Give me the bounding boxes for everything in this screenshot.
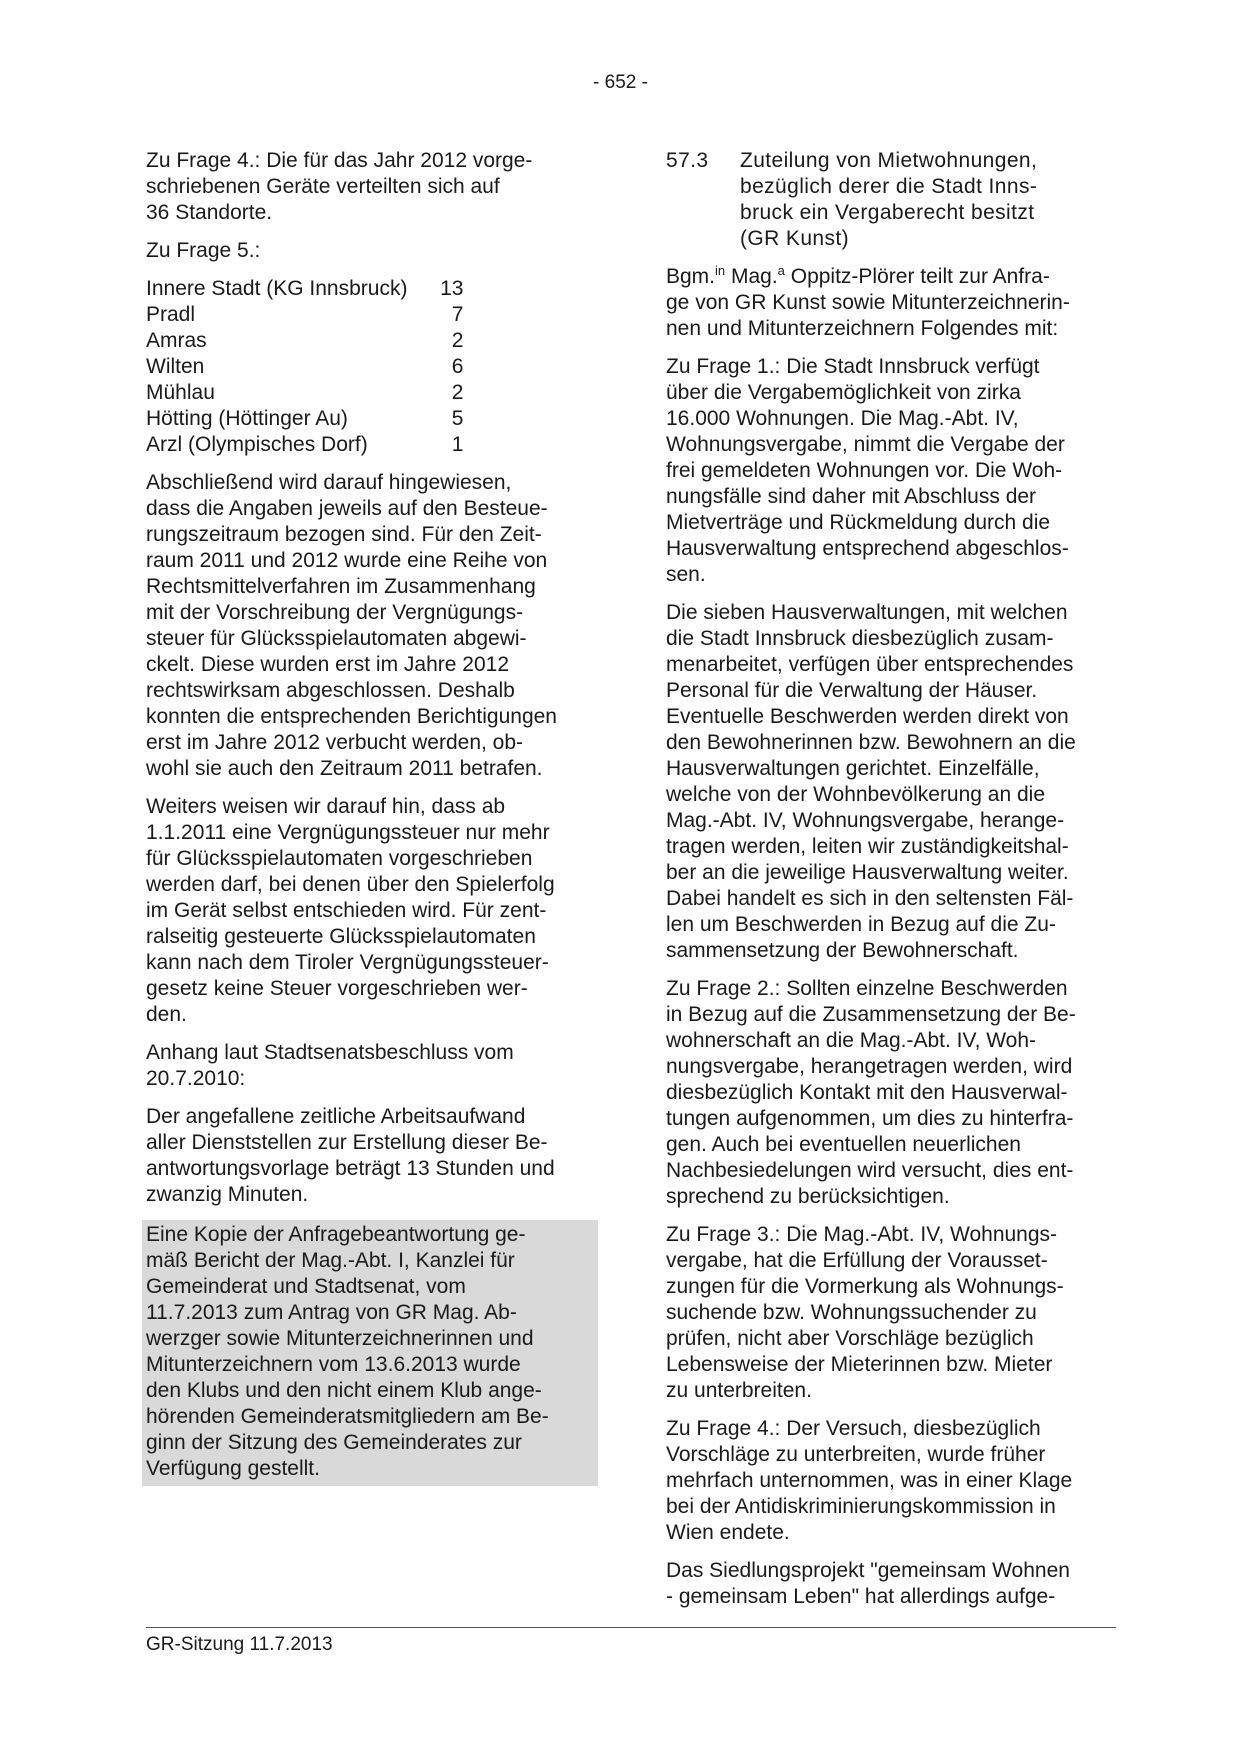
paragraph (146, 794, 598, 1028)
text-line: dass die Angaben jeweils auf den Besteue- (146, 497, 548, 520)
text-line: Rechtsmittelverfahren im Zusammenhang (146, 575, 536, 598)
paragraph (666, 1558, 1118, 1610)
text-line: Zu Frage 4.: Die für das Jahr 2012 vorge- (146, 149, 533, 172)
text-line: 11.7.2013 zum Antrag von GR Mag. Ab- (146, 1301, 517, 1324)
text-line: zwanzig Minuten. (146, 1183, 309, 1206)
text-line: Zu Frage 4.: Der Versuch, diesbezüglich (666, 1417, 1041, 1440)
area-count: 6 (451, 355, 464, 378)
text-line: Hausverwaltung entsprechend abgeschlos- (666, 537, 1069, 560)
text-line: Zuteilung von Mietwohnungen, (740, 149, 1038, 172)
text-line: erst im Jahre 2012 verbucht werden, ob- (146, 731, 524, 754)
text-line: menarbeitet, verfügen über entsprechendes (666, 653, 1074, 676)
text-line: ge von GR Kunst sowie Mitunterzeichnerin- (666, 291, 1070, 314)
text-line: len um Beschwerden in Bezug auf die Zu- (666, 913, 1056, 936)
intro-lines (666, 291, 1070, 340)
text-line: Hausverwaltungen gerichtet. Einzelfälle, (666, 757, 1040, 780)
left-column (146, 148, 598, 1498)
table-row (146, 406, 463, 432)
table-row (146, 380, 463, 406)
text-line: Personal für die Verwaltung der Häuser. (666, 679, 1038, 702)
text-line: welche von der Wohnbevölkerung an die (666, 783, 1046, 806)
table-row (146, 328, 463, 354)
text-line: nungsvergabe, herangetragen werden, wird (666, 1055, 1073, 1078)
area-count: 1 (451, 433, 464, 456)
text-line: Zu Frage 2.: Sollten einzelne Beschwerden (666, 977, 1068, 1000)
text-line: 1.1.2011 eine Vergnügungssteuer nur mehr (146, 821, 550, 844)
text-line: die Stadt Innsbruck diesbezüglich zusam- (666, 627, 1054, 650)
text-line: gesetz keine Steuer vorgeschrieben wer- (146, 977, 528, 1000)
text-line: Wohnungsvergabe, nimmt die Vergabe der (666, 433, 1065, 456)
text-line: Nachbesiedelungen wird versucht, dies ent- (666, 1159, 1074, 1182)
area-count: 2 (451, 381, 464, 404)
text-line: Verfügung gestellt. (146, 1457, 320, 1480)
text-line: für Glücksspielautomaten vorgeschrieben (146, 847, 533, 870)
text-line: raum 2011 und 2012 wurde eine Reihe von (146, 549, 548, 572)
text-line: sprechend zu berücksichtigen. (666, 1185, 950, 1208)
paragraph (666, 1416, 1118, 1546)
text-line: Gemeinderat und Stadtsenat, vom (146, 1275, 466, 1298)
text-line: Zu Frage 3.: Die Mag.-Abt. IV, Wohnungs- (666, 1223, 1058, 1246)
text-line: den Klubs und den nicht einem Klub ange- (146, 1379, 542, 1402)
table-row (146, 276, 463, 302)
right-column (666, 148, 1118, 1622)
text-line: Die sieben Hausverwaltungen, mit welchen (666, 601, 1068, 624)
text-line: bei der Antidiskriminierungskommission in (666, 1495, 1056, 1518)
text-line: im Gerät selbst entschieden wird. Für zent- (146, 899, 547, 922)
intro-rest: Oppitz-Plörer teilt zur Anfra- (784, 265, 1050, 288)
paragraph (146, 1104, 598, 1208)
text-line: bezüglich derer die Stadt Inns- (740, 175, 1038, 198)
text-line: kann nach dem Tiroler Vergnügungssteuer- (146, 951, 549, 974)
text-line: schriebenen Geräte verteilten sich auf (146, 175, 500, 198)
text-line: nen und Mitunterzeichnern Folgendes mit: (666, 317, 1059, 340)
text-line: 36 Standorte. (146, 201, 273, 224)
text-line: zu unterbreiten. (666, 1379, 812, 1402)
text-line: wohnerschaft an die Mag.-Abt. IV, Woh- (666, 1029, 1037, 1052)
text-line: Eventuelle Beschwerden werden direkt von (666, 705, 1069, 728)
paragraph (666, 976, 1118, 1210)
text-line: nungsfälle sind daher mit Abschluss der (666, 485, 1037, 508)
area-count: 13 (440, 277, 464, 300)
text-line: über die Vergabemöglichkeit von zirka (666, 381, 1021, 404)
footer-divider (146, 1627, 1116, 1628)
text-line: Dabei handelt es sich in den seltensten Fäl- (666, 887, 1074, 910)
paragraph (666, 600, 1118, 964)
text-line: rungszeitraum bezogen sind. Für den Zeit- (146, 523, 542, 546)
intro-paragraph (666, 264, 1118, 342)
text-line: - gemeinsam Leben" hat allerdings aufge- (666, 1585, 1056, 1608)
text-line: Mitunterzeichnern vom 13.6.2013 wurde (146, 1353, 521, 1376)
text-line: aller Dienststellen zur Erstellung dieser Be- (146, 1131, 548, 1154)
text-line: ber an die jeweilige Hausverwaltung weiter. (666, 861, 1069, 884)
section-heading (666, 148, 1118, 252)
text-line: werzger sowie Mitunterzeichnerinnen und (146, 1327, 534, 1350)
text-line: in Bezug auf die Zusammensetzung der Be- (666, 1003, 1076, 1026)
text-line: antwortungsvorlage beträgt 13 Stunden und (146, 1157, 555, 1180)
paragraph (666, 1222, 1118, 1404)
paragraph: Zu Frage 5.: (146, 239, 261, 262)
text-line: Mietverträge und Rückmeldung durch die (666, 511, 1051, 534)
text-line: Anhang laut Stadtsenatsbeschluss vom (146, 1041, 514, 1064)
text-line: den Bewohnerinnen bzw. Bewohnern an die (666, 731, 1076, 754)
paragraph (146, 470, 598, 782)
section-number: 57.3 (666, 149, 709, 172)
area-count: 7 (451, 303, 464, 326)
table-row (146, 432, 463, 458)
text-line: Lebensweise der Mieterinnen bzw. Mieter (666, 1353, 1053, 1376)
text-line: Weiters weisen wir darauf hin, dass ab (146, 795, 506, 818)
text-line: Zu Frage 1.: Die Stadt Innsbruck verfügt (666, 355, 1040, 378)
text-line: bruck ein Vergaberecht besitzt (740, 201, 1035, 224)
text-line: werden darf, bei denen über den Spielerfolg (146, 873, 555, 896)
text-line: Eine Kopie der Anfragebeantwortung ge- (146, 1223, 526, 1246)
text-line: wohl sie auch den Zeitraum 2011 betrafen. (146, 757, 543, 780)
area-name: Wilten (146, 355, 205, 378)
paragraph (666, 354, 1118, 588)
highlighted-note (142, 1220, 598, 1486)
paragraph (146, 148, 598, 226)
area-count: 2 (451, 329, 464, 352)
text-line: sammensetzung der Bewohnerschaft. (666, 939, 1019, 962)
text-line: 16.000 Wohnungen. Die Mag.-Abt. IV, (666, 407, 1019, 430)
footer-text: GR-Sitzung 11.7.2013 (146, 1634, 333, 1655)
text-line: Das Siedlungsprojekt "gemeinsam Wohnen (666, 1559, 1070, 1582)
text-line: Abschließend wird darauf hingewiesen, (146, 471, 512, 494)
text-line: steuer für Glücksspielautomaten abgewi- (146, 627, 527, 650)
text-line: rechtswirksam abgeschlossen. Deshalb (146, 679, 515, 702)
text-line: tungen aufgenommen, um dies zu hinterfra- (666, 1107, 1074, 1130)
text-line: konnten die entsprechenden Berichtigungen (146, 705, 557, 728)
text-line: sen. (666, 563, 706, 586)
text-line: Der angefallene zeitliche Arbeitsaufwand (146, 1105, 526, 1128)
text-line: Mag.-Abt. IV, Wohnungsvergabe, herange- (666, 809, 1065, 832)
text-line: suchende bzw. Wohnungssuchender zu (666, 1301, 1037, 1324)
text-line: ginn der Sitzung des Gemeinderates zur (146, 1431, 522, 1454)
text-line: gen. Auch bei eventuellen neuerlichen (666, 1133, 1021, 1156)
area-count: 5 (451, 407, 464, 430)
text-line: ralseitig gesteuerte Glücksspielautomaten (146, 925, 536, 948)
text-line: zungen für die Vormerkung als Wohnungs- (666, 1275, 1064, 1298)
area-name: Mühlau (146, 381, 215, 404)
section-title (740, 148, 1118, 252)
text-line: tragen werden, leiten wir zuständigkeitshal- (666, 835, 1069, 858)
intro-mag-sup: a (777, 263, 785, 278)
text-line: ckelt. Diese wurden erst im Jahre 2012 (146, 653, 509, 676)
text-line: mehrfach unternommen, was in einer Klage (666, 1469, 1073, 1492)
intro-bgm-sup: in (715, 263, 726, 278)
text-line: Wien endete. (666, 1521, 790, 1544)
text-line: Vorschläge zu unterbreiten, wurde früher (666, 1443, 1046, 1466)
text-line: (GR Kunst) (740, 227, 850, 250)
area-name: Amras (146, 329, 207, 352)
text-line: vergabe, hat die Erfüllung der Vorausset- (666, 1249, 1048, 1272)
text-line: mit der Vorschreibung der Vergnügungs- (146, 601, 524, 624)
text-line: den. (146, 1003, 187, 1026)
text-line: mäß Bericht der Mag.-Abt. I, Kanzlei für (146, 1249, 515, 1272)
area-name: Pradl (146, 303, 196, 326)
area-name: Innere Stadt (KG Innsbruck) (146, 277, 408, 300)
table-row (146, 354, 463, 380)
area-name: Hötting (Höttinger Au) (146, 407, 348, 430)
text-line: prüfen, nicht aber Vorschläge bezüglich (666, 1327, 1034, 1350)
intro-bgm: Bgm. (666, 265, 716, 288)
text-line: 20.7.2010: (146, 1067, 246, 1090)
text-line: frei gemeldeten Wohnungen vor. Die Woh- (666, 459, 1063, 482)
table-row (146, 302, 463, 328)
text-line: hörenden Gemeinderatsmitgliedern am Be- (146, 1405, 549, 1428)
page-number: - 652 - (593, 72, 648, 93)
area-count-table (146, 276, 463, 458)
intro-mag: Mag. (725, 265, 778, 288)
paragraph (146, 1040, 598, 1092)
area-name: Arzl (Olympisches Dorf) (146, 433, 368, 456)
text-line: diesbezüglich Kontakt mit den Hausverwal- (666, 1081, 1068, 1104)
